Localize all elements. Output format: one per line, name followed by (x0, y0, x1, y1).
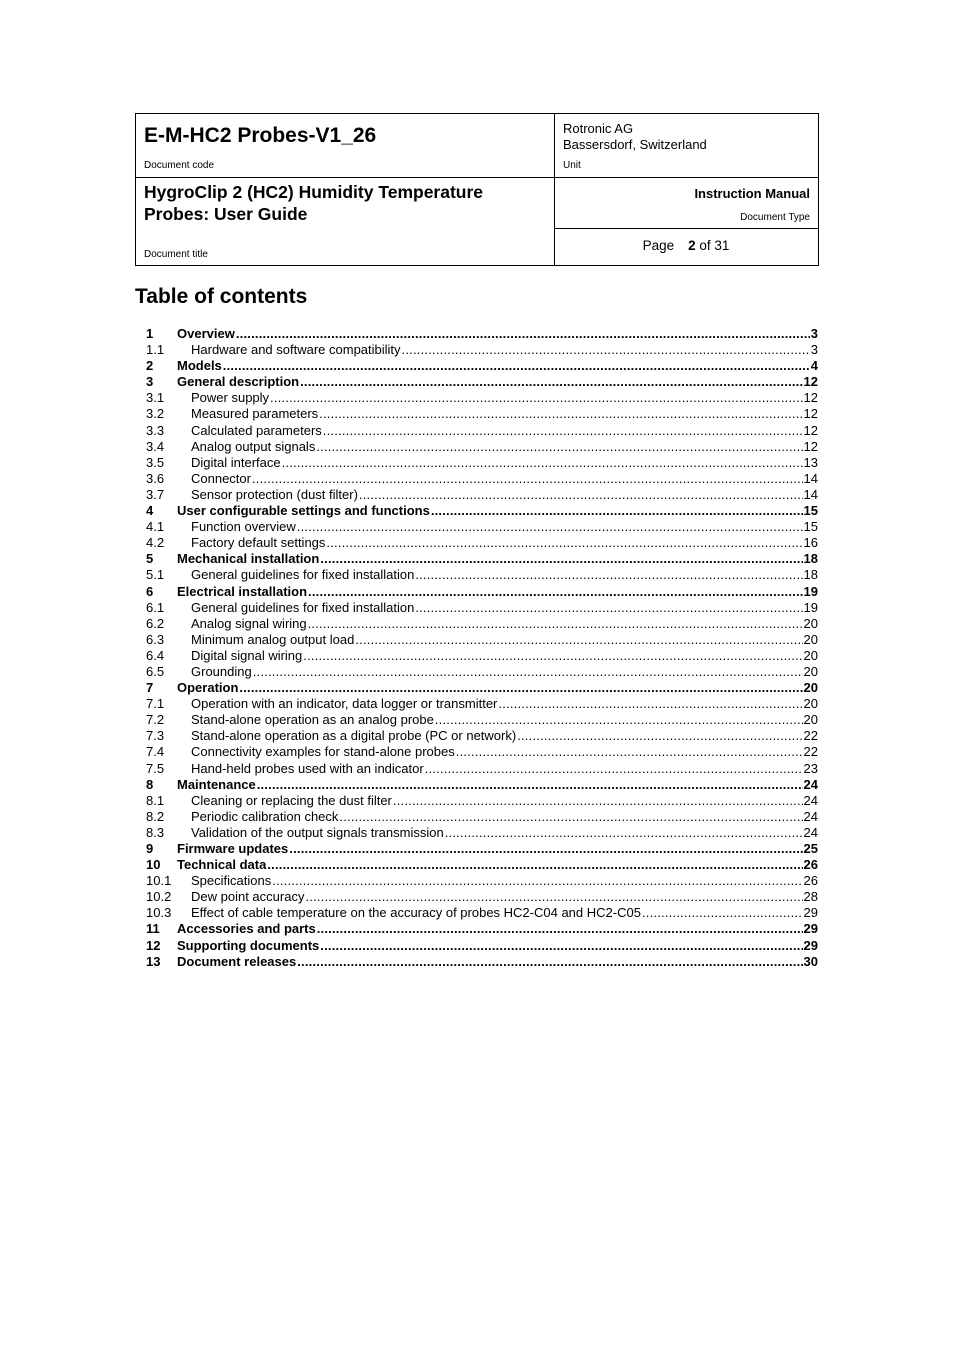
unit-name (563, 121, 707, 153)
toc-entry[interactable] (146, 535, 818, 551)
toc-entry-number: 13 (146, 953, 161, 969)
toc-dot-leader (289, 841, 802, 857)
document-code-label: Document code (144, 160, 215, 171)
toc-entry-number: 10.3 (146, 905, 172, 921)
toc-entry[interactable] (146, 873, 818, 889)
toc-entry[interactable] (146, 809, 818, 825)
toc-heading: Table of contents (135, 285, 308, 308)
toc-entry-number: 10.2 (146, 889, 172, 905)
toc-entry-page: 4 (810, 358, 818, 374)
toc-entry[interactable] (146, 954, 818, 970)
toc-entry-title: Specifications (191, 873, 272, 889)
toc-entry[interactable] (146, 712, 818, 728)
toc-entry[interactable] (146, 600, 818, 616)
toc-entry-number: 3.1 (146, 390, 165, 406)
toc-entry-title: Accessories and parts (177, 921, 316, 937)
toc-dot-leader (253, 664, 803, 680)
toc-dot-leader (415, 567, 802, 583)
toc-dot-leader (252, 471, 803, 487)
toc-entry-number: 5 (146, 551, 154, 567)
toc-entry[interactable] (146, 503, 818, 519)
toc-entry-page: 28 (803, 889, 818, 905)
toc-entry-title: Periodic calibration check (191, 808, 339, 824)
toc-entry-page: 12 (803, 374, 818, 390)
toc-entry-number: 7.1 (146, 696, 165, 712)
toc-entry-page: 18 (803, 551, 818, 567)
toc-entry-title: Measured parameters (191, 406, 319, 422)
toc-entry[interactable] (146, 487, 818, 503)
toc-entry-number: 4 (146, 503, 154, 519)
toc-entry-number: 8 (146, 776, 154, 792)
toc-entry-page: 12 (803, 390, 818, 406)
toc-dot-leader (415, 600, 802, 616)
toc-entry-title: Analog output signals (191, 438, 316, 454)
toc-entry-title: Factory default settings (191, 535, 326, 551)
toc-dot-leader (393, 793, 803, 809)
toc-entry-title: Operation with an indicator, data logger or transmitter (191, 696, 498, 712)
toc-entry-title: Operation (177, 680, 239, 696)
toc-entry-number: 3.7 (146, 486, 165, 502)
toc-entry[interactable] (146, 825, 818, 841)
toc-entry-page: 22 (803, 744, 818, 760)
toc-entry-number: 3.6 (146, 470, 165, 486)
toc-dot-leader (297, 954, 802, 970)
toc-entry-title: Hand-held probes used with an indicator (191, 760, 424, 776)
toc-entry[interactable] (146, 744, 818, 760)
toc-entry-page: 26 (803, 873, 818, 889)
toc-dot-leader (359, 487, 803, 503)
toc-entry-number: 8.3 (146, 824, 165, 840)
toc-entry-title: Validation of the output signals transmission (191, 824, 444, 840)
toc-entry-number: 9 (146, 841, 154, 856)
unit-line-2: Bassersdorf, Switzerland (563, 137, 707, 152)
toc-dot-leader (425, 761, 803, 777)
toc-entry-number: 8.1 (146, 792, 165, 808)
toc-dot-leader (326, 535, 802, 551)
toc-entry-title: Models (177, 358, 222, 374)
toc-entry[interactable] (146, 889, 818, 905)
toc-entry-number: 7.3 (146, 728, 165, 744)
toc-entry-title: Dew point accuracy (191, 889, 305, 905)
toc-entry-number: 6.4 (146, 647, 165, 663)
toc-entry-page: 12 (803, 438, 818, 454)
toc-entry[interactable] (146, 584, 818, 600)
toc-dot-leader (498, 696, 802, 712)
toc-entry-title: Analog signal wiring (191, 615, 307, 631)
toc-dot-leader (517, 728, 802, 744)
toc-entry-number: 6.1 (146, 599, 165, 615)
document-type: Instruction Manual (694, 186, 810, 201)
toc-dot-leader (239, 680, 802, 696)
header-divider (554, 228, 818, 229)
toc-entry-number: 3.5 (146, 454, 165, 470)
toc-entry-title: Connectivity examples for stand-alone probes (191, 744, 455, 760)
toc-entry-title: Sensor protection (dust filter) (191, 486, 358, 502)
toc-entry-page: 14 (803, 486, 818, 502)
toc-entry-title: Electrical installation (177, 583, 308, 599)
header-divider (136, 177, 554, 178)
toc-entry-page: 20 (803, 647, 818, 663)
toc-entry[interactable] (146, 390, 818, 406)
toc-entry-page: 19 (803, 583, 818, 599)
toc-entry[interactable] (146, 841, 818, 857)
toc-entry-title: Hardware and software compatibility (191, 342, 401, 358)
toc-entry-title: User configurable settings and functions (177, 503, 430, 519)
toc-dot-leader (303, 648, 802, 664)
toc-dot-leader (320, 938, 802, 954)
toc-entry[interactable] (146, 680, 818, 696)
toc-entry-number: 2 (146, 358, 154, 374)
toc-entry-page: 13 (803, 454, 818, 470)
toc-entry-number: 1 (146, 326, 154, 341)
toc-entry-page: 20 (803, 631, 818, 647)
toc-dot-leader (339, 809, 802, 825)
toc-entry[interactable] (146, 358, 818, 374)
toc-dot-leader (355, 632, 802, 648)
toc-dot-leader (305, 889, 802, 905)
toc-entry-page: 3 (810, 342, 818, 358)
toc-entry-title: Stand-alone operation as an analog probe (191, 712, 434, 728)
toc-entry-page: 23 (803, 760, 818, 776)
toc-entry-page: 29 (803, 921, 818, 937)
toc-dot-leader (323, 423, 803, 439)
toc-dot-leader (317, 921, 803, 937)
toc-entry[interactable] (146, 761, 818, 777)
toc-entry-number: 4.2 (146, 535, 165, 551)
toc-entry[interactable] (146, 696, 818, 712)
toc-entry-page: 30 (803, 953, 818, 969)
toc-entry-page: 18 (803, 567, 818, 583)
toc-dot-leader (272, 873, 802, 889)
toc-dot-leader (320, 551, 802, 567)
toc-entry-number: 3.3 (146, 422, 165, 438)
toc-entry-page: 20 (803, 712, 818, 728)
table-of-contents (146, 326, 818, 970)
toc-entry-title: Technical data (177, 857, 267, 873)
toc-entry-page: 15 (803, 519, 818, 535)
document-code: E-M-HC2 Probes-V1_26 (144, 124, 377, 147)
toc-entry-title: Overview (177, 326, 235, 341)
toc-entry-page: 20 (803, 680, 818, 696)
toc-entry-number: 6.3 (146, 631, 165, 647)
toc-entry-page: 3 (810, 326, 818, 341)
toc-entry-number: 1.1 (146, 342, 165, 358)
toc-entry-page: 20 (803, 663, 818, 679)
toc-entry-number: 7.5 (146, 760, 165, 776)
toc-dot-leader (300, 374, 802, 390)
toc-entry[interactable] (146, 938, 818, 954)
document-title (144, 181, 544, 225)
document-title-line-1: HygroClip 2 (HC2) Humidity Temperature (144, 182, 484, 202)
toc-dot-leader (270, 390, 802, 406)
page-total: of 31 (699, 238, 730, 253)
toc-entry[interactable] (146, 455, 818, 471)
toc-entry-number: 7 (146, 680, 154, 696)
toc-entry-title: Power supply (191, 390, 270, 406)
toc-entry-title: Maintenance (177, 776, 256, 792)
toc-entry[interactable] (146, 551, 818, 567)
toc-entry-title: Mechanical installation (177, 551, 320, 567)
toc-entry-number: 3.2 (146, 406, 165, 422)
toc-entry-number: 4.1 (146, 519, 165, 535)
toc-entry[interactable] (146, 905, 818, 921)
toc-entry-number: 6 (146, 583, 154, 599)
toc-entry-page: 24 (803, 792, 818, 808)
toc-dot-leader (308, 584, 802, 600)
toc-entry-number: 5.1 (146, 567, 165, 583)
toc-entry-title: Stand-alone operation as a digital probe (PC or network) (191, 728, 517, 744)
toc-entry-title: Firmware updates (177, 841, 289, 856)
toc-entry-title: General guidelines for fixed installation (191, 599, 415, 615)
unit-label: Unit (563, 160, 581, 171)
toc-entry-number: 8.2 (146, 808, 165, 824)
toc-dot-leader (402, 342, 810, 358)
toc-entry-number: 7.2 (146, 712, 165, 728)
toc-entry[interactable] (146, 921, 818, 937)
toc-entry-number: 6.2 (146, 615, 165, 631)
toc-entry[interactable] (146, 857, 818, 873)
toc-entry[interactable] (146, 616, 818, 632)
toc-entry-number: 10.1 (146, 873, 172, 889)
toc-dot-leader (319, 406, 802, 422)
toc-entry-number: 12 (146, 937, 161, 953)
toc-entry-page: 22 (803, 728, 818, 744)
toc-entry[interactable] (146, 777, 818, 793)
toc-entry-title: Supporting documents (177, 937, 320, 953)
page-label: Page (642, 238, 675, 253)
toc-entry[interactable] (146, 648, 818, 664)
toc-entry[interactable] (146, 326, 818, 342)
toc-dot-leader (282, 455, 803, 471)
toc-entry-title: Connector (191, 470, 251, 486)
toc-dot-leader (445, 825, 803, 841)
toc-entry[interactable] (146, 632, 818, 648)
toc-entry-page: 20 (803, 696, 818, 712)
toc-entry-title: Function overview (191, 519, 296, 535)
toc-dot-leader (257, 777, 803, 793)
toc-entry-title: Document releases (177, 953, 297, 969)
toc-entry-title: Grounding (191, 663, 252, 679)
toc-dot-leader (316, 439, 802, 455)
toc-entry[interactable] (146, 728, 818, 744)
toc-entry-page: 29 (803, 905, 818, 921)
toc-dot-leader (297, 519, 803, 535)
toc-entry-title: Effect of cable temperature on the accuracy of probes HC2-C04 and HC2-C05 (191, 905, 641, 921)
toc-dot-leader (642, 905, 803, 921)
toc-entry-title: Digital signal wiring (191, 647, 303, 663)
toc-entry[interactable] (146, 519, 818, 535)
toc-entry[interactable] (146, 567, 818, 583)
toc-entry-number: 10 (146, 857, 161, 873)
toc-entry-number: 7.4 (146, 744, 165, 760)
toc-entry-page: 24 (803, 776, 818, 792)
toc-entry[interactable] (146, 471, 818, 487)
toc-dot-leader (435, 712, 803, 728)
document-title-label: Document title (144, 249, 208, 260)
toc-entry[interactable] (146, 793, 818, 809)
document-type-label: Document Type (740, 212, 810, 223)
page-number: 2 (688, 238, 696, 253)
toc-entry-page: 25 (803, 841, 818, 856)
toc-entry-page: 20 (803, 615, 818, 631)
toc-entry-page: 19 (803, 599, 818, 615)
toc-entry-title: Minimum analog output load (191, 631, 355, 647)
toc-entry-title: Digital interface (191, 454, 281, 470)
unit-line-1: Rotronic AG (563, 121, 634, 136)
toc-entry-number: 3 (146, 374, 154, 390)
toc-entry[interactable] (146, 664, 818, 680)
toc-entry-title: General description (177, 374, 300, 390)
toc-entry[interactable] (146, 439, 818, 455)
toc-entry-title: Calculated parameters (191, 422, 322, 438)
document-header-table (135, 113, 819, 266)
header-divider (554, 177, 818, 178)
toc-entry[interactable] (146, 374, 818, 390)
toc-entry-title: General guidelines for fixed installation (191, 567, 415, 583)
toc-dot-leader (456, 744, 803, 760)
toc-entry[interactable] (146, 342, 818, 358)
toc-entry-number: 3.4 (146, 438, 165, 454)
toc-entry-page: 24 (803, 808, 818, 824)
toc-dot-leader (236, 326, 810, 342)
toc-dot-leader (308, 616, 803, 632)
toc-entry-number: 11 (146, 921, 160, 937)
toc-entry-page: 14 (803, 470, 818, 486)
toc-entry-title: Cleaning or replacing the dust filter (191, 792, 392, 808)
toc-entry-number: 6.5 (146, 663, 165, 679)
toc-dot-leader (431, 503, 803, 519)
toc-entry-page: 16 (803, 535, 818, 551)
page-indicator (554, 238, 818, 253)
toc-dot-leader (223, 358, 810, 374)
toc-entry-page: 12 (803, 422, 818, 438)
toc-entry-page: 24 (803, 824, 818, 840)
toc-dot-leader (267, 857, 802, 873)
toc-entry[interactable] (146, 406, 818, 422)
toc-entry-page: 12 (803, 406, 818, 422)
toc-entry-page: 26 (803, 857, 818, 873)
toc-entry[interactable] (146, 423, 818, 439)
toc-entry-page: 15 (803, 503, 818, 519)
toc-entry-page: 29 (803, 937, 818, 953)
document-title-line-2: Probes: User Guide (144, 204, 308, 224)
